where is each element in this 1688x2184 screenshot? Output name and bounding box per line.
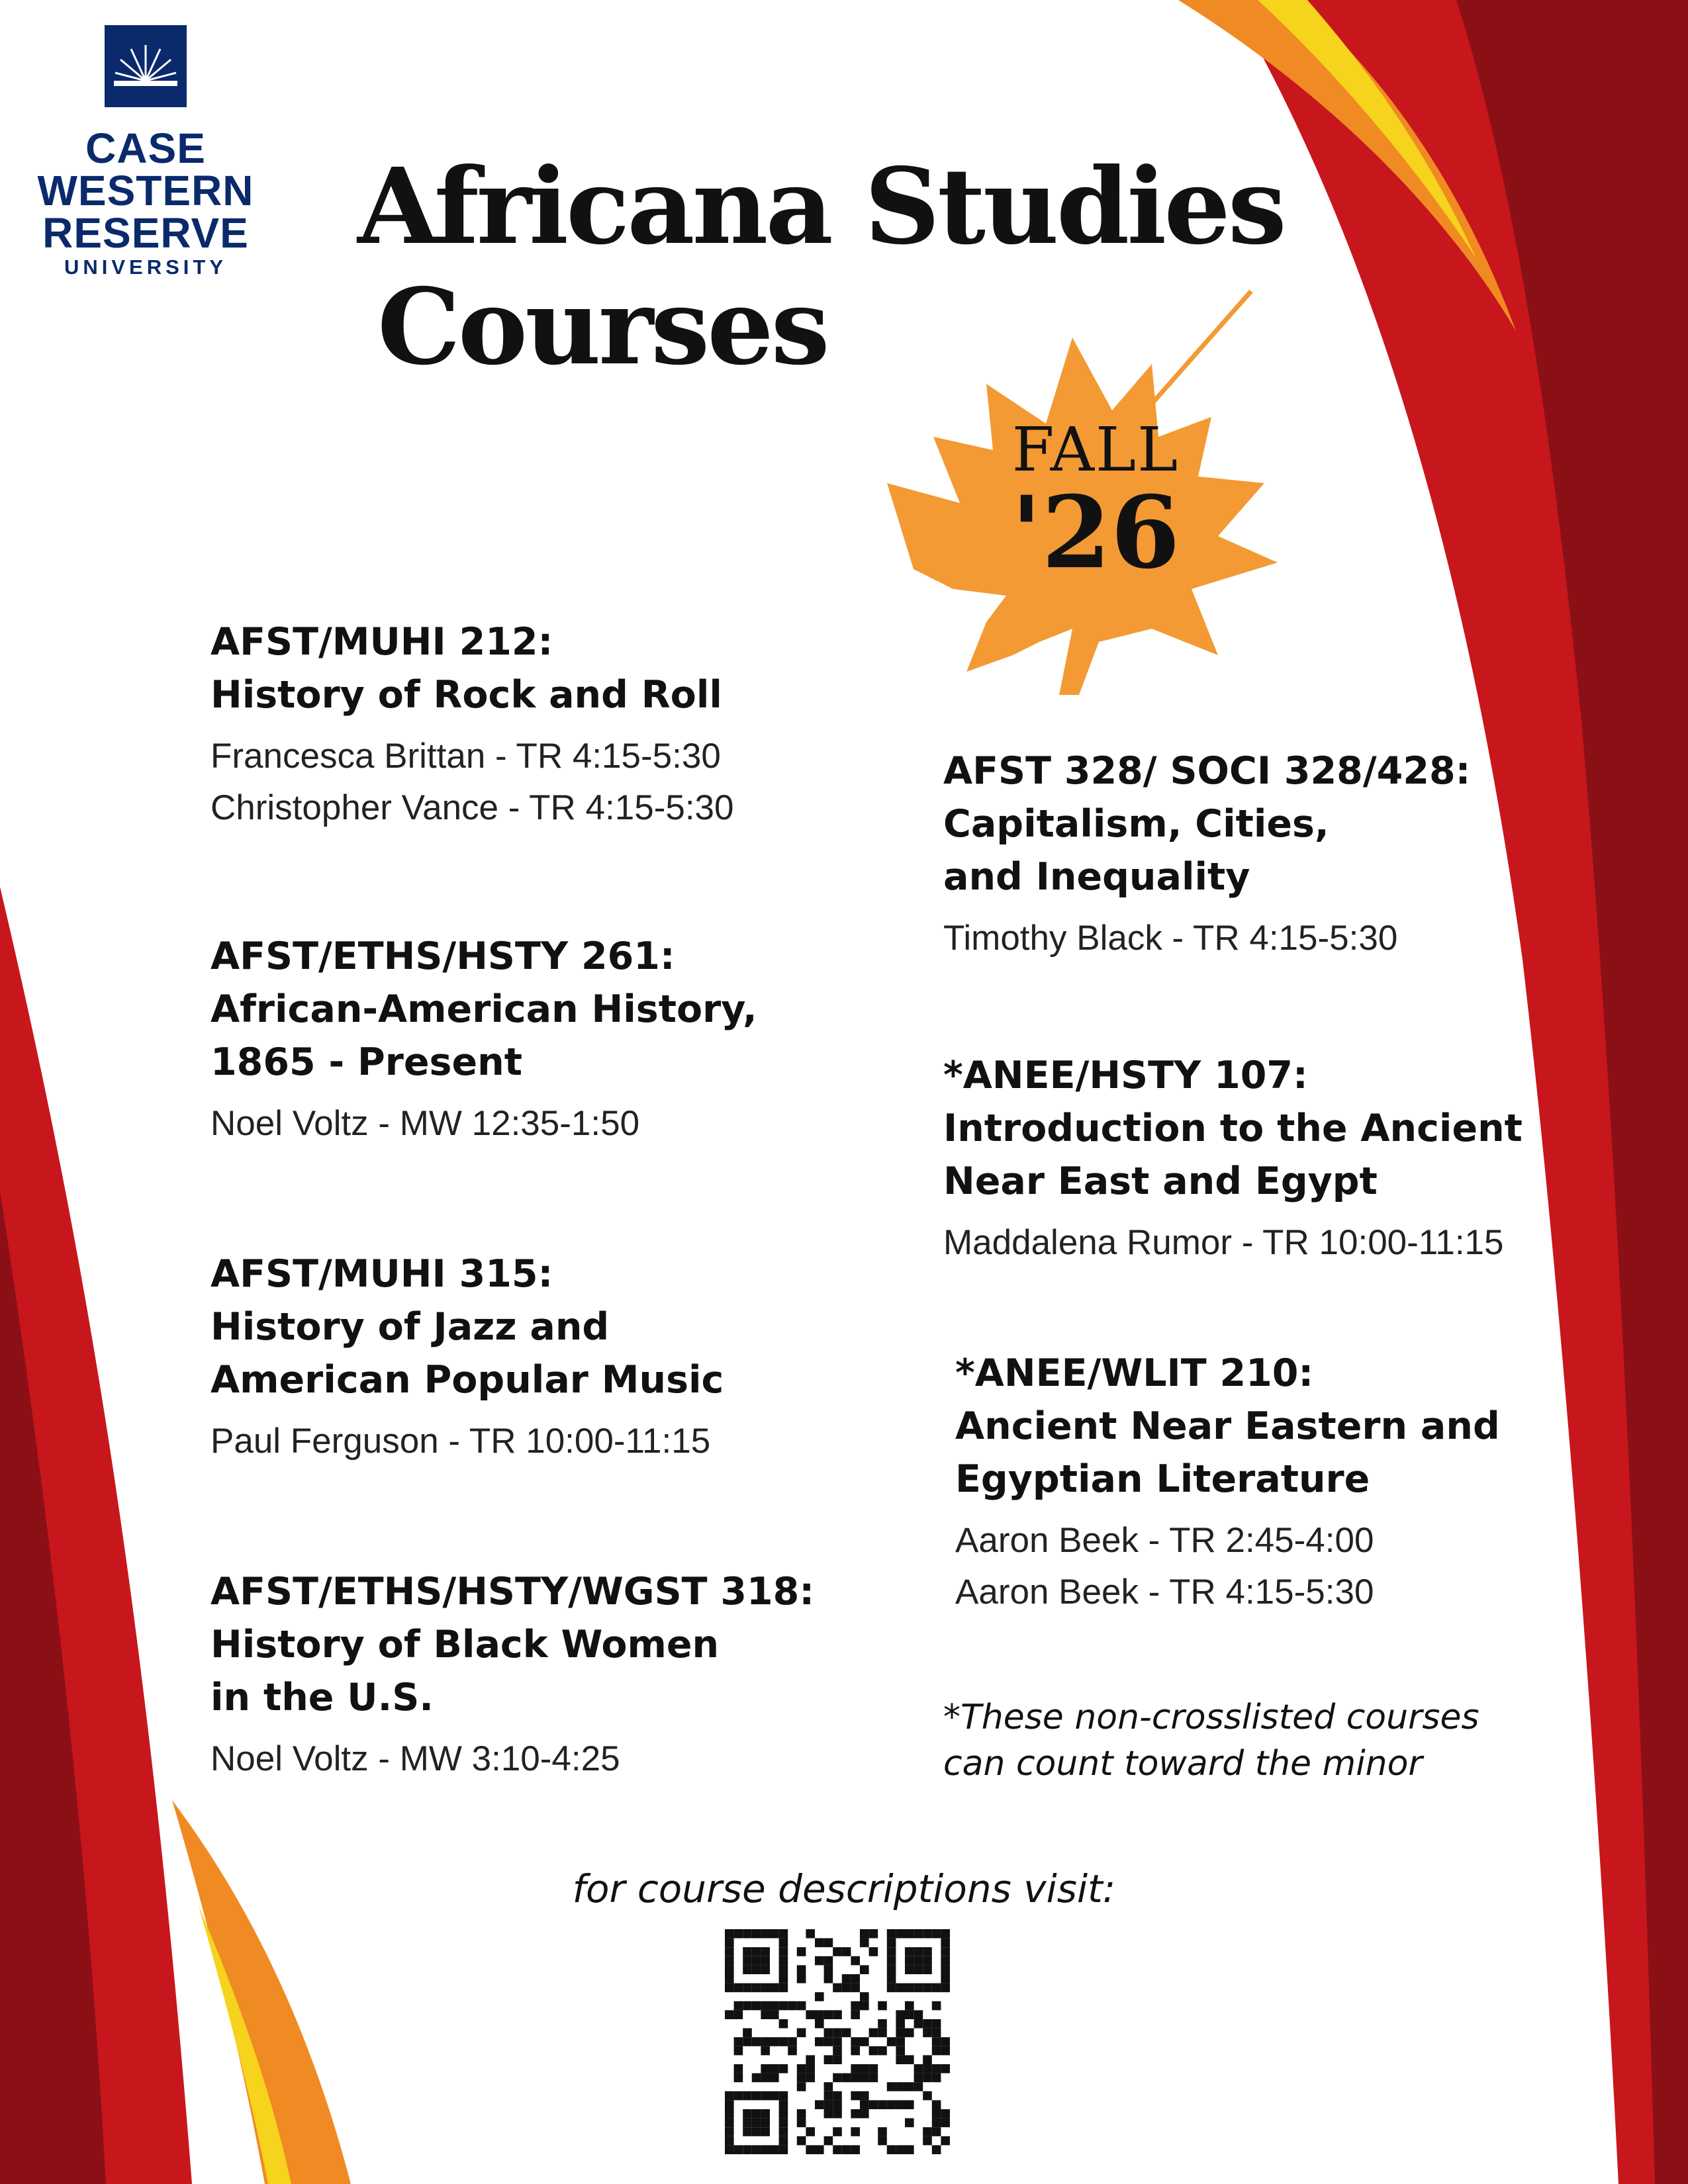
course-title: History of Rock and Roll [211, 673, 722, 717]
term-badge [1000, 414, 1192, 591]
course-title: History of Black Women [211, 1623, 720, 1666]
course-code: AFST 328/ SOCI 328/428: [943, 749, 1471, 793]
course-title: Near East and Egypt [943, 1160, 1378, 1203]
course-title: and Inequality [943, 855, 1250, 899]
course-card [955, 1347, 1551, 1618]
course-code: AFST/ETHS/HSTY 261: [211, 934, 675, 978]
course-title: Ancient Near Eastern and [955, 1404, 1500, 1448]
course-card [211, 615, 806, 834]
note-line-1: *These non-crosslisted courses [943, 1698, 1479, 1737]
course-instructors [211, 1098, 806, 1150]
instructor-line: Christopher Vance - TR 4:15-5:30 [211, 788, 734, 827]
course-title: History of Jazz and [211, 1305, 610, 1349]
instructor-line: Aaron Beek - TR 4:15-5:30 [955, 1572, 1374, 1612]
course-card [211, 930, 806, 1150]
course-card [211, 1248, 806, 1467]
course-instructors [943, 1217, 1539, 1269]
minor-note [943, 1694, 1479, 1787]
instructor-line: Noel Voltz - MW 3:10-4:25 [211, 1739, 620, 1778]
qr-code-icon[interactable] [725, 1929, 950, 2154]
course-code: *ANEE/HSTY 107: [943, 1054, 1308, 1097]
university-logo [26, 25, 265, 281]
course-title: African-American History, [211, 987, 757, 1031]
course-instructors [943, 913, 1539, 964]
university-crest-icon [105, 25, 187, 107]
logo-line-case: CASE [85, 124, 206, 172]
course-title: in the U.S. [211, 1676, 434, 1719]
instructor-line: Paul Ferguson - TR 10:00-11:15 [211, 1422, 711, 1461]
course-code: AFST/MUHI 315: [211, 1252, 553, 1296]
title-line-1: Africana Studies [357, 146, 1284, 268]
course-title: American Popular Music [211, 1358, 724, 1402]
logo-line-western: WESTERN [37, 167, 254, 214]
course-title: 1865 - Present [211, 1040, 522, 1084]
term-season: FALL [1011, 414, 1180, 485]
course-code: AFST/MUHI 212: [211, 620, 553, 664]
instructor-line: Noel Voltz - MW 12:35-1:50 [211, 1104, 640, 1143]
course-code: *ANEE/WLIT 210: [955, 1351, 1314, 1395]
note-line-2: can count toward the minor [943, 1744, 1423, 1784]
instructor-line: Francesca Brittan - TR 4:15-5:30 [211, 737, 721, 776]
logo-line-university: UNIVERSITY [64, 255, 228, 279]
course-card [943, 1049, 1539, 1269]
course-card [211, 1565, 815, 1785]
instructor-line: Maddalena Rumor - TR 10:00-11:15 [943, 1223, 1504, 1262]
course-card [943, 745, 1539, 964]
instructor-line: Aaron Beek - TR 2:45-4:00 [955, 1521, 1374, 1560]
visit-text: for course descriptions visit: [572, 1866, 1116, 1911]
logo-line-reserve: RESERVE [42, 209, 249, 257]
course-instructors [955, 1515, 1551, 1618]
course-instructors [211, 1416, 806, 1467]
course-title: Capitalism, Cities, [943, 802, 1329, 846]
course-title: Egyptian Literature [955, 1457, 1370, 1501]
course-instructors [211, 731, 806, 834]
course-title: Introduction to the Ancient [943, 1107, 1523, 1150]
instructor-line: Timothy Black - TR 4:15-5:30 [943, 919, 1398, 958]
title-line-2: Courses [377, 266, 827, 388]
course-instructors [211, 1733, 806, 1785]
course-code: AFST/ETHS/HSTY/WGST 318: [211, 1570, 815, 1614]
term-year: '26 [1011, 475, 1180, 591]
